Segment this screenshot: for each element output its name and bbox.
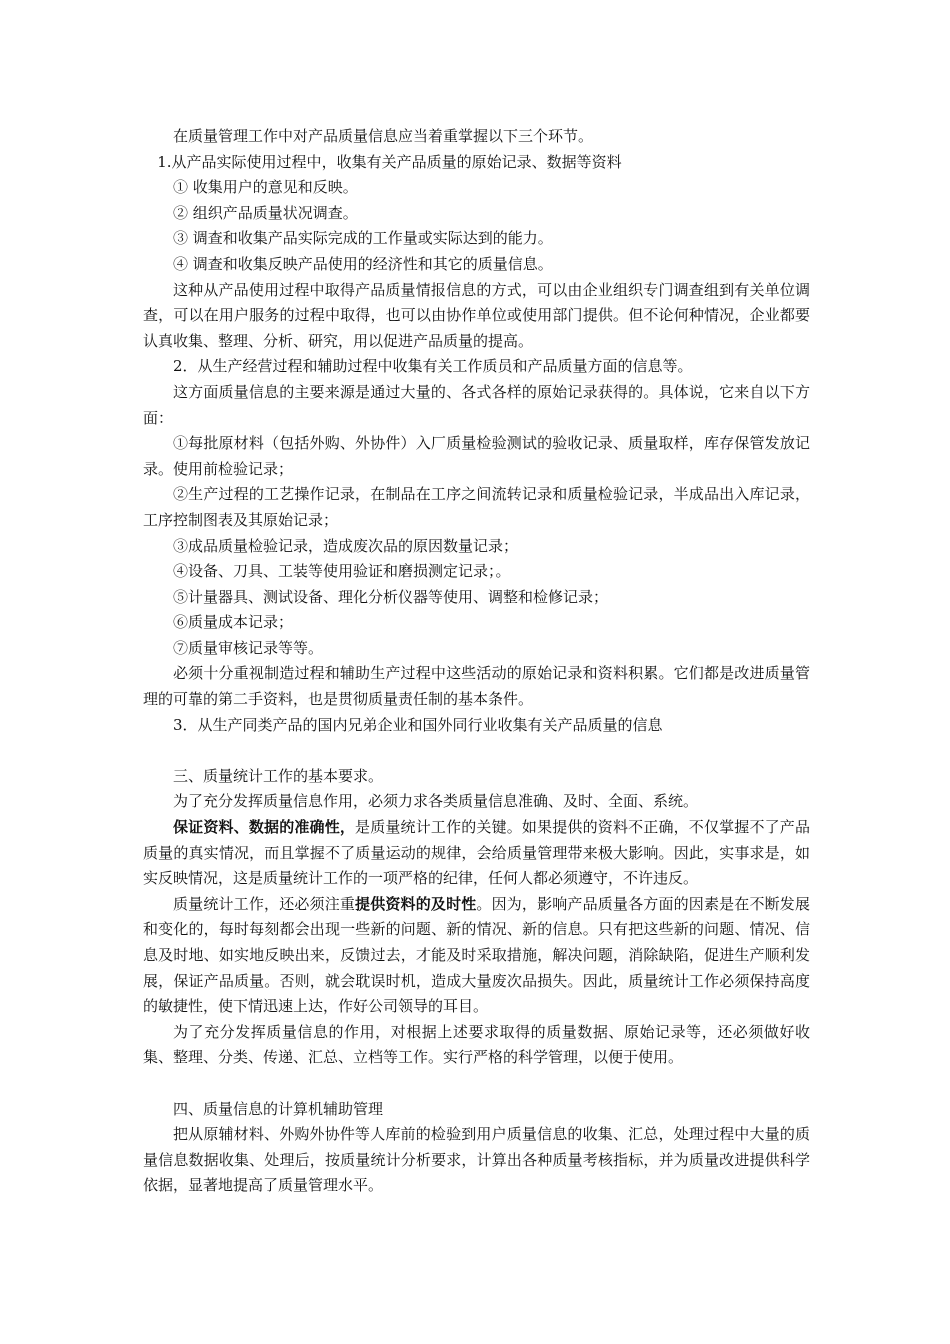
paragraph-text: 。因为，影响产品质量各方面的因素是在不断发展和变化的，每时每刻都会出现一些新的问题、新的情况、新的信息。只有把这些新的问题、情况、信息及时地、如实地反映出来，反馈过去，才能及时采取措施，解决问题，消除缺陷，促进生产顺利发展，保证产品质量。否则，就会耽误时机，造成大量废次品损失。因此，质量统计工作必须保持高度的敏捷性，使下情迅速上达，作好公司领导的耳目。 (143, 894, 810, 1016)
list-item: ④设备、刀具、工装等使用验证和磨损测定记录；。 (173, 562, 511, 581)
paragraph-lead-text: 质量统计工作，还必须注重 (173, 894, 356, 913)
timeliness-paragraph (143, 892, 810, 1020)
body-paragraph: 为了充分发挥质量信息作用，必须力求各类质量信息准确、及时、全面、系统。 (173, 792, 699, 811)
document-body (143, 124, 810, 1199)
body-paragraph: 把从原辅材料、外购外协件等人库前的检验到用户质量信息的收集、汇总，处理过程中大量的质量信息数据收集、处理后，按质量统计分析要求，计算出各种质量考核指标，并为质量改进提供科学依据，显著地提高了质量管理水平。 (143, 1125, 810, 1195)
list-item: ⑥质量成本记录； (173, 613, 294, 632)
list-item: ④ 调查和收集反映产品使用的经济性和其它的质量信息。 (173, 254, 553, 273)
section-item-3-heading: 3．从生产同类产品的国内兄弟企业和国外同行业收集有关产品质量的信息 (173, 715, 663, 734)
body-paragraph: 这种从产品使用过程中取得产品质量情报信息的方式，可以由企业组织专门调查组到有关单位调查，可以在用户服务的过程中取得，也可以由协作单位或使用部门提供。但不论何种情况，企业都要认真收集、整理、分析、研究，用以促进产品质量的提高。 (143, 280, 810, 350)
accuracy-paragraph (143, 815, 810, 892)
section-item-2-heading: 2．从生产经营过程和辅助过程中收集有关工作质员和产品质量方面的信息等。 (173, 357, 693, 376)
intro-paragraph: 在质量管理工作中对产品质量信息应当着重掌握以下三个环节。 (173, 127, 594, 145)
list-item: ⑤计量器具、测试设备、理化分析仪器等使用、调整和检修记录； (173, 587, 609, 606)
body-paragraph: 这方面质量信息的主要来源是通过大量的、各式各样的原始记录获得的。具体说，它来自以下方面： (143, 382, 810, 427)
list-item: ③成品质量检验记录，造成废次品的原因数量记录； (173, 536, 519, 555)
section-3-heading: 三、质量统计工作的基本要求。 (173, 766, 384, 785)
body-paragraph: 为了充分发挥质量信息的作用，对根据上述要求取得的质量数据、原始记录等，还必须做好收集、整理、分类、传递、汇总、立档等工作。实行严格的科学管理，以便于使用。 (143, 1022, 810, 1067)
list-item: ①每批原材料（包括外购、外协件）入厂质量检验测试的验收记录、质量取样，库存保管发放记录。使用前检验记录； (143, 434, 810, 478)
bold-phrase: 提供资料的及时性 (355, 894, 477, 913)
paragraph-text: 是质量统计工作的关键。如果提供的资料不正确，不仅掌握不了产品质量的真实情况，而且掌握不了质量运动的规律，会给质量管理带来极大影响。因此，实事求是，如实反映情况，这是质量统计工作的一项严格的纪律，任何人都必须遵守，不许违反。 (143, 818, 810, 888)
list-item: ② 组织产品质量状况调查。 (173, 203, 358, 222)
list-item: ① 收集用户的意见和反映。 (173, 178, 358, 197)
section-item-1-heading: 1.从产品实际使用过程中，收集有关产品质量的原始记录、数据等资料 (157, 152, 622, 171)
list-item: ②生产过程的工艺操作记录，在制品在工序之间流转记录和质量检验记录，半成品出入库记录，工序控制图表及其原始记录； (143, 485, 810, 529)
paragraph-spacer (143, 738, 810, 764)
bold-phrase: 保证资料、数据的准确性， (173, 818, 356, 837)
body-paragraph: 必须十分重视制造过程和辅助生产过程中这些活动的原始记录和资料积累。它们都是改进质量管理的可靠的第二手资料，也是贯彻质量责任制的基本条件。 (143, 664, 810, 709)
section-4-heading: 四、质量信息的计算机辅助管理 (173, 1099, 384, 1118)
list-item: ⑦质量审核记录等等。 (173, 638, 324, 657)
list-item: ③ 调查和收集产品实际完成的工作量或实际达到的能力。 (173, 229, 553, 248)
paragraph-spacer (143, 1071, 810, 1097)
